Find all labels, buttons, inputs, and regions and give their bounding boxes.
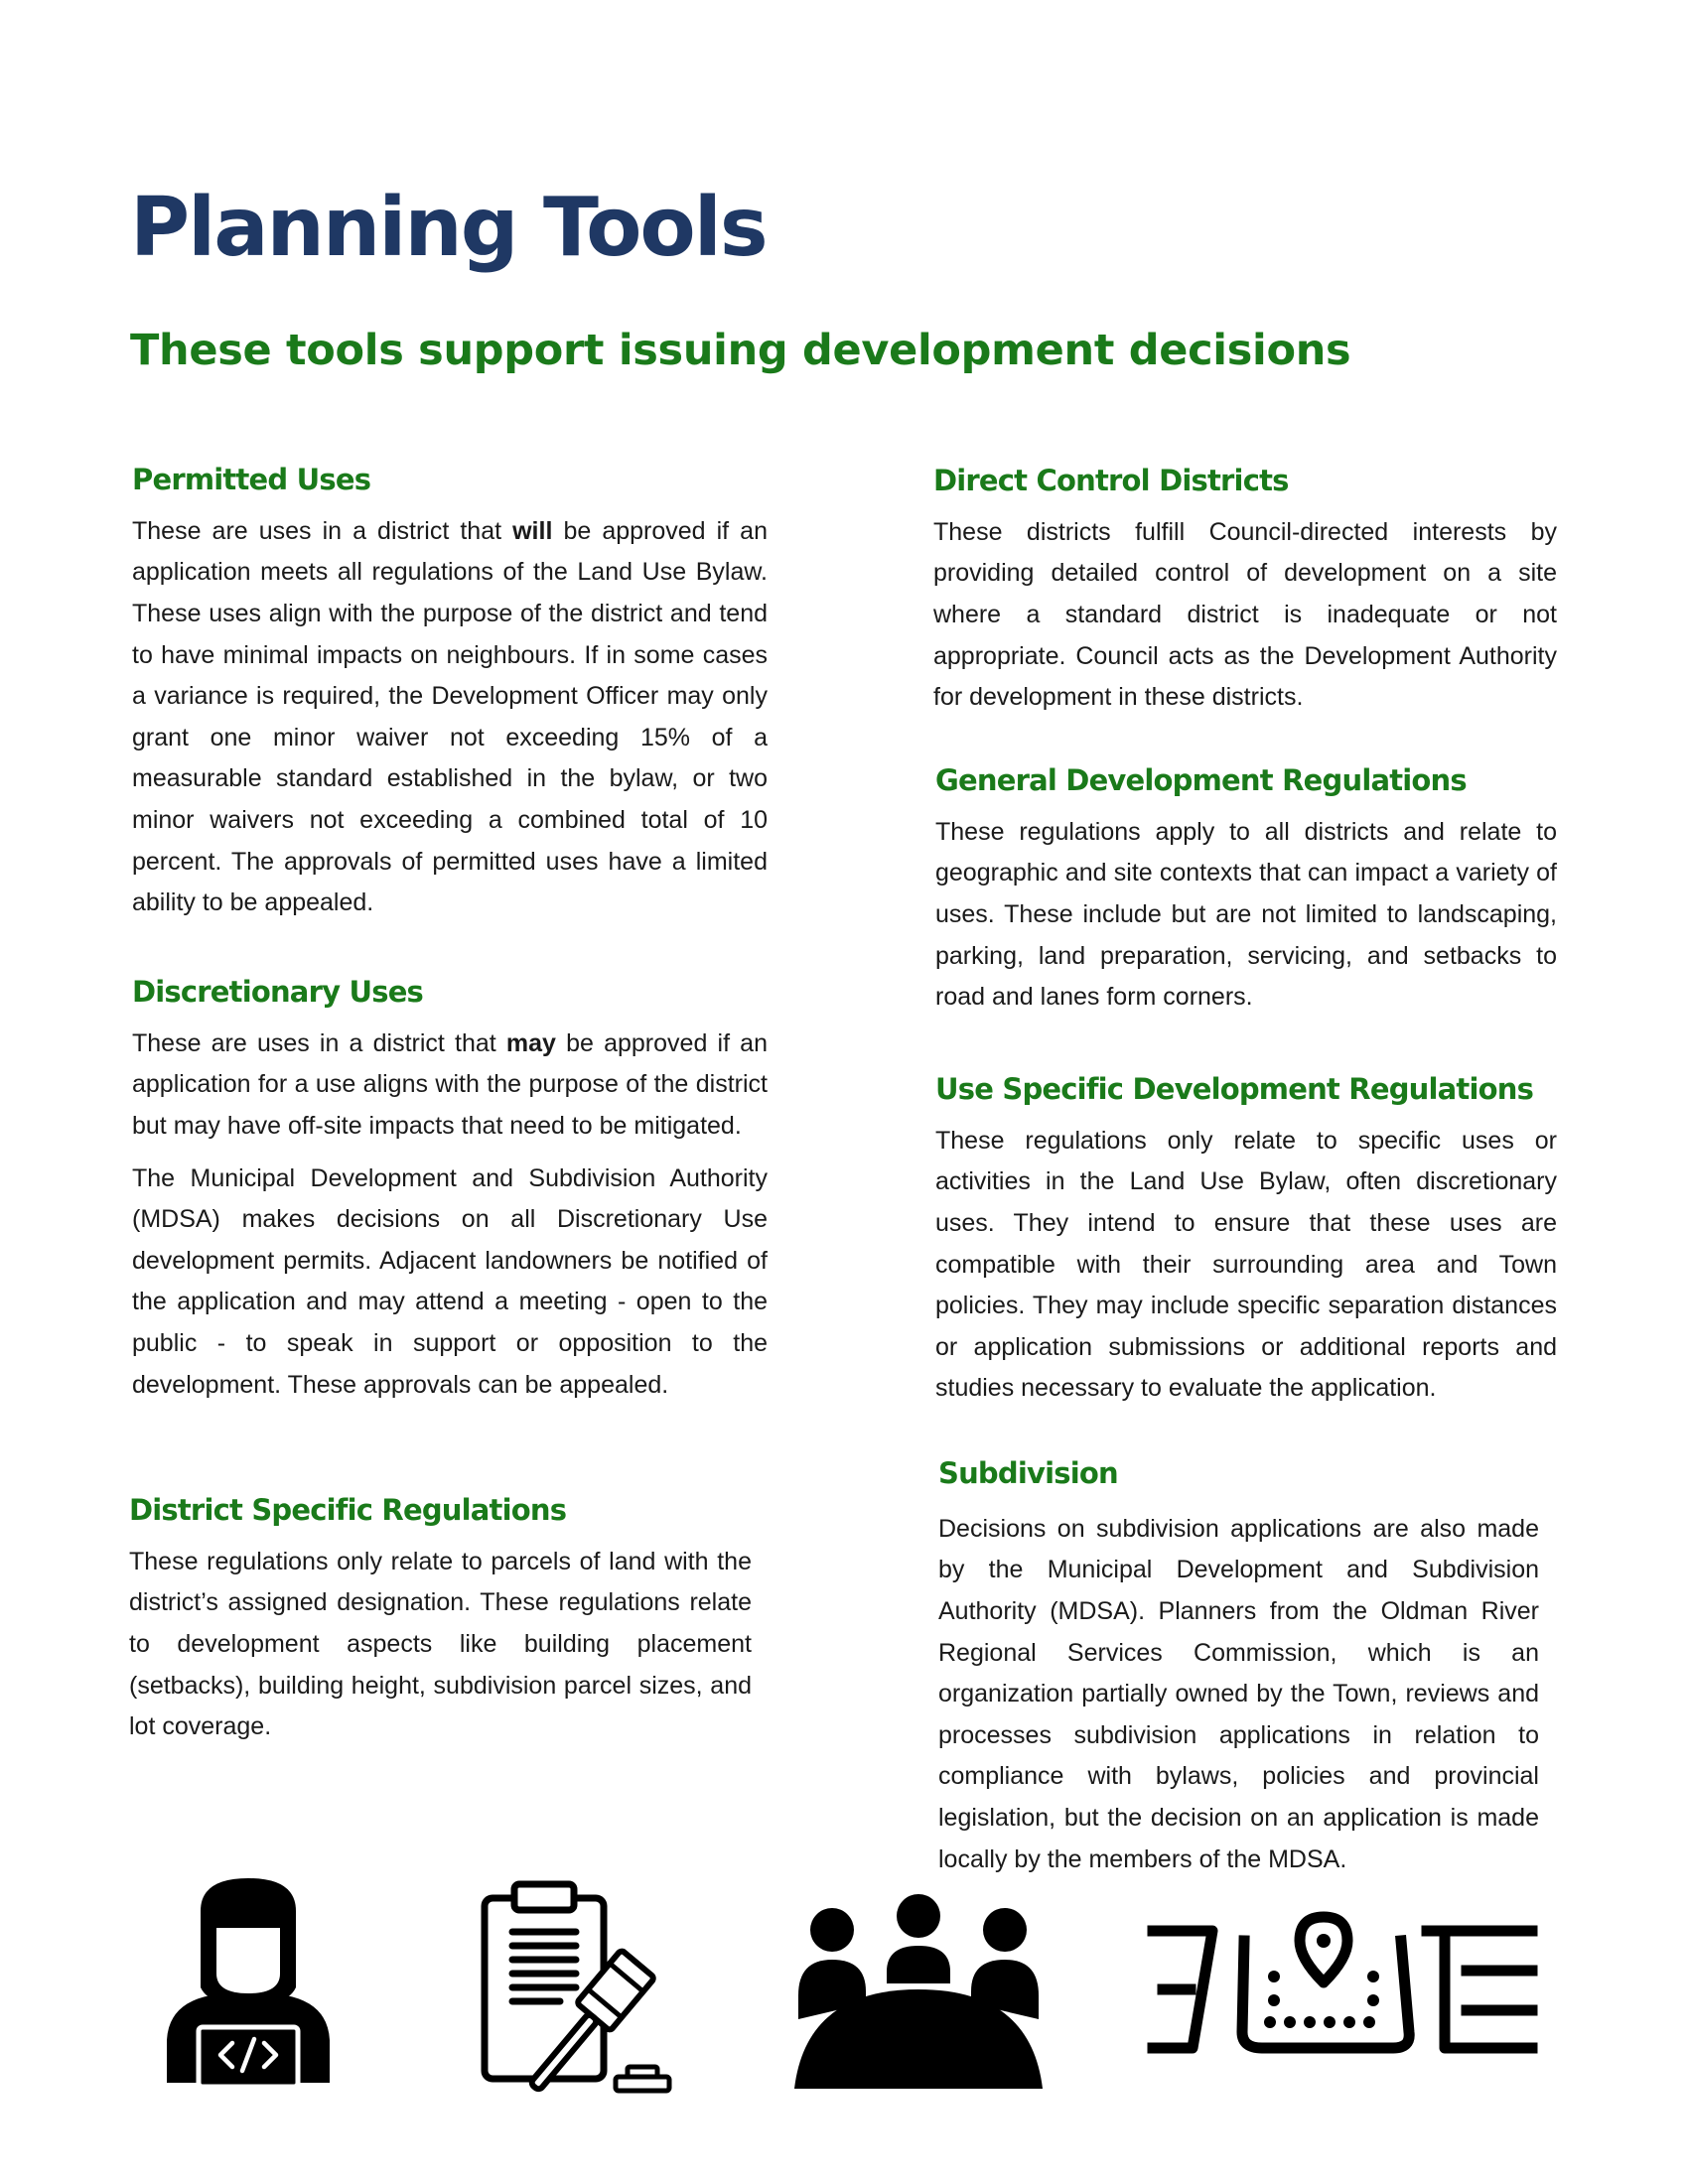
section-heading: Discretionary Uses	[132, 975, 424, 1009]
section-paragraph: These are uses in a district that may be approved if an application for a use aligns with the purpose of the district but may have off-site impacts that need to be mitigated.	[132, 1028, 768, 1140]
section-district-specific-regulations	[129, 1493, 752, 1759]
section-heading: General Development Regulations	[935, 763, 1467, 797]
section-direct-control-districts	[933, 464, 1557, 730]
section-general-development-regulations	[935, 763, 1557, 1029]
section-discretionary-uses	[132, 975, 768, 1417]
section-paragraph: These regulations only relate to specific uses or activities in the Land Use Bylaw, often discretionary uses. They intend to ensure that these uses are compatible with their surrounding area and Town policies. They may include specific separation distances or application submissions or additional reports and studies necessary to evaluate the application.	[935, 1126, 1557, 1403]
page-title: Planning Tools	[130, 181, 767, 275]
parcel-map-icon	[1147, 1911, 1539, 2070]
section-paragraph: These regulations only relate to parcels of land with the district’s assigned designation. These regulations relate to development aspects like building placement (setbacks), building height, subdivision parcel sizes, and lot coverage.	[129, 1547, 752, 1741]
section-paragraph: Decisions on subdivision applications are also made by the Municipal Development and Subdivision Authority (MDSA). Planners from the Oldman River Regional Services Commission, which is an organization partially owned by the Town, reviews and processes subdivision applications in relation to compliance with bylaws, policies and provincial legislation, but the decision on an application is made locally by the members of the MDSA.	[938, 1514, 1539, 1873]
section-permitted-uses	[132, 463, 768, 935]
section-heading: Direct Control Districts	[933, 464, 1289, 497]
developer-laptop-icon	[159, 1876, 338, 2095]
section-subdivision	[938, 1456, 1539, 1891]
section-paragraph: The Municipal Development and Subdivision Authority (MDSA) makes decisions on all Discretionary Use development permits. Adjacent landowners be notified of the application and may attend a meeting - open to the public - to speak in support or opposition to the development. These approvals can be appealed.	[132, 1163, 768, 1399]
page-subtitle: These tools support issuing development decisions	[130, 326, 1351, 375]
section-heading: Subdivision	[938, 1456, 1118, 1490]
meeting-group-icon	[794, 1894, 1043, 2093]
section-paragraph: These are uses in a district that will be approved if an application meets all regulations of the Land Use Bylaw. These uses align with the purpose of the district and tend to have minimal impacts on neighbours. If in some cases a variance is required, the Development Officer may only grant one minor waiver not exceeding 15% of a measurable standard established in the bylaw, or two minor waivers not exceeding a combined total of 10 percent. The approvals of permitted uses have a limited ability to be appealed.	[132, 516, 768, 917]
section-paragraph: These regulations apply to all districts and relate to geographic and site contexts that can impact a variety of uses. These include but are not limited to landscaping, parking, land preparation, servicing, and setbacks to road and lanes form corners.	[935, 817, 1557, 1012]
section-heading: Use Specific Development Regulations	[935, 1072, 1534, 1106]
section-heading: Permitted Uses	[132, 463, 371, 496]
section-heading: District Specific Regulations	[129, 1493, 567, 1527]
section-paragraph: These districts fulfill Council-directed interests by providing detailed control of development on a site where a standard district is inadequate or not appropriate. Council acts as the Development Authority for development in these districts.	[933, 517, 1557, 712]
clipboard-gavel-icon	[477, 1876, 675, 2095]
section-use-specific-regulations	[935, 1072, 1557, 1421]
